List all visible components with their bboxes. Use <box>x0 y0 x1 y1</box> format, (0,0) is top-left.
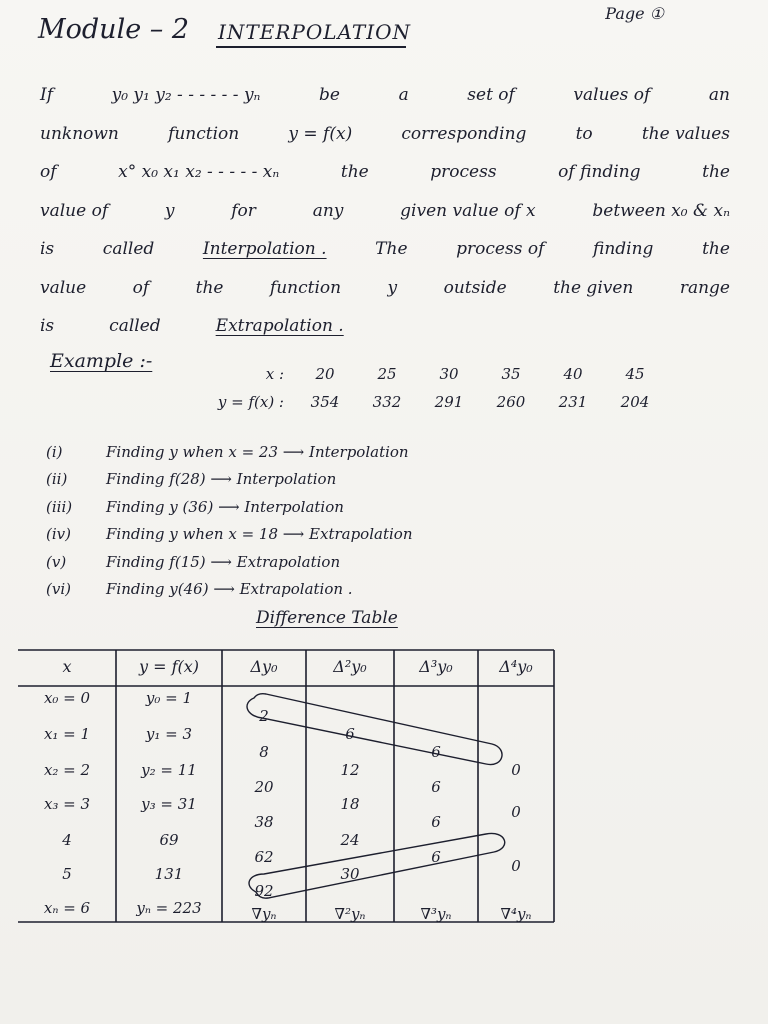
item-text: Finding y when x = 23 ⟶ Interpolation <box>106 442 409 461</box>
x-value: 30 <box>439 365 459 383</box>
item-text: Finding f(15) ⟶ Extrapolation <box>106 552 341 571</box>
delta3-cell: 6 <box>431 848 441 866</box>
delta2-cell: 6 <box>345 725 355 743</box>
paragraph-line <box>40 269 730 308</box>
item-number: (iii) <box>46 497 73 516</box>
item-number: (v) <box>46 552 67 571</box>
delta3-cell: 6 <box>431 813 441 831</box>
delta1-cell: 2 <box>259 707 269 725</box>
table-header: x <box>62 657 72 676</box>
nabla-label: ∇³yₙ <box>420 905 452 923</box>
delta4-cell: 0 <box>511 857 521 875</box>
delta1-cell: 38 <box>254 813 274 831</box>
paragraph-word: the <box>195 277 224 298</box>
x-value: 35 <box>501 365 521 383</box>
paragraph-word: y₀ y₁ y₂ - - - - - - yₙ <box>111 85 261 105</box>
item-number: (iv) <box>46 525 71 544</box>
example-x-row <box>178 360 666 388</box>
table-header: y = f(x) <box>138 657 200 676</box>
x-cell: x₀ = 0 <box>43 689 91 707</box>
delta4-cell: 0 <box>511 803 521 821</box>
y-cell: yₙ = 223 <box>136 899 202 917</box>
item-text: Finding f(28) ⟶ Interpolation <box>106 470 337 489</box>
paragraph-word: be <box>319 85 340 105</box>
y-cell: 69 <box>159 831 179 849</box>
paragraph-word: set of <box>467 85 515 105</box>
title-underline <box>216 46 406 48</box>
list-item <box>46 576 412 604</box>
item-text: Finding y when x = 18 ⟶ Extrapolation <box>106 525 413 544</box>
delta4-cell: 0 <box>511 761 521 779</box>
paragraph-word: the given <box>553 277 634 298</box>
example-label: Example :- <box>50 350 153 372</box>
list-item <box>46 493 412 521</box>
paragraph-word: the <box>702 162 730 182</box>
paragraph-word: to <box>575 123 593 144</box>
paragraph-word: function <box>269 277 342 298</box>
x-value: 20 <box>315 365 335 383</box>
delta2-cell: 30 <box>340 865 360 883</box>
paragraph-word: The <box>375 239 408 259</box>
y-cell: y₂ = 11 <box>141 761 197 779</box>
x-cell: x₂ = 2 <box>43 761 91 779</box>
page-number: Page ① <box>605 4 664 23</box>
paragraph-word: unknown <box>40 123 119 144</box>
paragraph-word: process of <box>456 239 545 259</box>
x-value: 40 <box>563 365 583 383</box>
paragraph-word: is <box>40 316 55 336</box>
paragraph-line <box>40 230 730 269</box>
paragraph-word: outside <box>443 277 507 298</box>
y-value: 332 <box>372 393 402 411</box>
y-value: 204 <box>620 393 650 411</box>
y-value: 291 <box>434 393 464 411</box>
paragraph-line <box>40 115 730 154</box>
item-text: Finding y(46) ⟶ Extrapolation . <box>106 580 353 599</box>
paragraph-line <box>40 192 730 231</box>
difference-table <box>16 648 556 924</box>
paragraph-word: for <box>231 200 256 221</box>
y-value: 231 <box>558 393 588 411</box>
paragraph-line <box>40 153 730 192</box>
paragraph-word: any <box>312 200 344 221</box>
paragraph-word: of <box>132 277 150 298</box>
difference-table-title: Difference Table <box>256 608 398 628</box>
example-y-row <box>178 388 666 416</box>
table-header: Δ⁴y₀ <box>499 657 533 676</box>
paragraph-word: y <box>164 200 175 221</box>
paragraph-word: between x₀ & xₙ <box>592 200 730 221</box>
paragraph-word: the <box>702 239 730 259</box>
list-item <box>46 548 412 576</box>
nabla-label: ∇²yₙ <box>334 905 366 923</box>
nabla-label: ∇⁴yₙ <box>500 905 532 923</box>
example-x-label: x : <box>265 365 284 383</box>
paragraph-word: a <box>398 85 409 105</box>
paragraph-line <box>40 307 730 346</box>
delta3-cell: 6 <box>431 778 441 796</box>
paragraph-word: corresponding <box>401 123 527 144</box>
definition-paragraph <box>40 76 730 346</box>
table-header: Δ²y₀ <box>333 657 367 676</box>
x-cell: x₁ = 1 <box>43 725 91 743</box>
delta2-cell: 24 <box>340 831 360 849</box>
item-number: (i) <box>46 442 63 461</box>
y-cell: y₃ = 31 <box>141 795 197 813</box>
paragraph-word: the values <box>641 123 730 144</box>
x-value: 25 <box>377 365 397 383</box>
x-cell: 5 <box>62 865 72 883</box>
paragraph-word: range <box>679 277 730 298</box>
paragraph-word: function <box>168 123 240 144</box>
paragraph-word: values of <box>573 85 651 105</box>
delta1-cell: 92 <box>254 882 274 900</box>
x-cell: x₃ = 3 <box>43 795 91 813</box>
table-header: Δ³y₀ <box>419 657 453 676</box>
x-cell: 4 <box>62 831 72 849</box>
example-y-label: y = f(x) : <box>217 393 284 411</box>
paragraph-word: of <box>40 162 57 182</box>
page-title: INTERPOLATION <box>218 20 412 44</box>
x-cell: xₙ = 6 <box>43 899 91 917</box>
module-heading: Module – 2 <box>38 14 190 45</box>
paragraph-word: Extrapolation . <box>215 316 344 336</box>
delta2-cell: 12 <box>340 761 360 779</box>
y-cell: y₁ = 3 <box>145 725 193 743</box>
paragraph-word: is <box>40 239 55 259</box>
list-item <box>46 521 412 549</box>
paragraph-word: value <box>40 277 87 298</box>
paragraph-word: an <box>708 85 730 105</box>
paragraph-word: If <box>40 85 54 105</box>
paragraph-word: x° x₀ x₁ x₂ - - - - - xₙ <box>118 162 280 182</box>
y-cell: 131 <box>154 865 184 883</box>
delta2-cell: 18 <box>340 795 360 813</box>
paragraph-word: the <box>340 162 369 182</box>
cases-list <box>46 438 412 603</box>
delta1-cell: 62 <box>254 848 274 866</box>
paragraph-line <box>40 76 730 115</box>
delta1-cell: 8 <box>259 743 269 761</box>
item-number: (ii) <box>46 470 68 489</box>
list-item <box>46 438 412 466</box>
paragraph-word: y <box>387 277 398 298</box>
y-cell: y₀ = 1 <box>145 689 193 707</box>
paragraph-word: finding <box>593 239 654 259</box>
nabla-label: ∇yₙ <box>251 905 277 923</box>
paragraph-word: process <box>430 162 497 182</box>
paragraph-word: given value of x <box>400 200 536 221</box>
paragraph-word: value of <box>40 200 109 221</box>
item-text: Finding y (36) ⟶ Interpolation <box>106 497 344 516</box>
paragraph-word: of finding <box>558 162 641 182</box>
paragraph-word: called <box>102 239 155 259</box>
table-header: Δy₀ <box>250 657 278 676</box>
y-value: 260 <box>496 393 526 411</box>
delta3-cell: 6 <box>431 743 441 761</box>
example-table <box>178 360 666 416</box>
paragraph-word: y = f(x) <box>288 123 353 144</box>
x-value: 45 <box>625 365 645 383</box>
paragraph-word: Interpolation . <box>202 239 327 259</box>
paragraph-word: called <box>109 316 161 336</box>
delta1-cell: 20 <box>254 778 274 796</box>
list-item <box>46 466 412 494</box>
item-number: (vi) <box>46 580 71 599</box>
y-value: 354 <box>310 393 340 411</box>
